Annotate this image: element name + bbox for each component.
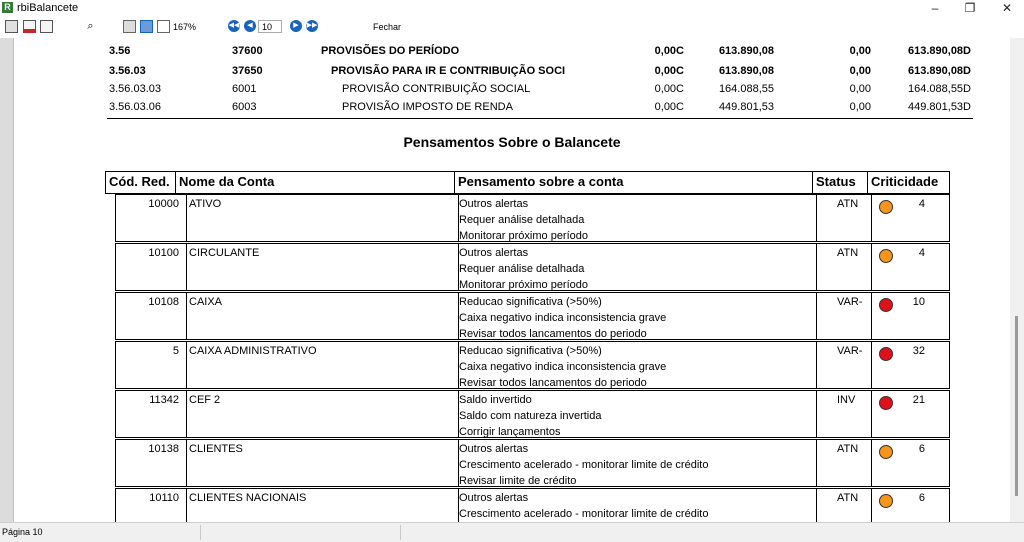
criticality-indicator-icon: [879, 200, 893, 214]
thought-line: Outros alertas: [459, 247, 529, 259]
toolbar: [0, 16, 1024, 38]
section-title: Pensamentos Sobre o Balancete: [403, 134, 621, 150]
account-code: 3.56.03.06: [109, 101, 161, 113]
reduced-code-cell: 11342: [149, 394, 179, 406]
credit-value: 0,00: [849, 83, 871, 95]
account-name: PROVISÃO PARA IR E CONTRIBUIÇÃO SOCI: [331, 65, 566, 77]
thought-line: Saldo com natureza invertida: [459, 410, 602, 422]
reduced-code-cell: 10000: [148, 198, 179, 210]
reduced-code-cell: 10138: [148, 443, 179, 455]
column-divider: [871, 293, 872, 339]
status-cell: ATN: [837, 198, 859, 210]
account-code: 3.56: [109, 45, 131, 57]
report-viewer: [0, 38, 1024, 522]
table-row: [115, 488, 950, 522]
restore-button[interactable]: ❐: [964, 1, 976, 15]
account-name-cell: CLIENTES NACIONAIS: [189, 492, 307, 504]
previous-balance: 0,00C: [654, 45, 684, 57]
column-divider: [186, 391, 187, 437]
column-divider: [816, 391, 817, 437]
account-name-cell: ATIVO: [189, 198, 222, 210]
zoom-level[interactable]: 167%: [173, 22, 197, 32]
column-divider: [186, 195, 187, 241]
criticality-indicator-icon: [879, 445, 893, 459]
debit-value: 613.890,08: [718, 65, 774, 77]
thought-line: Caixa negativo indica inconsistencia grave: [459, 361, 667, 373]
account-name-cell: CLIENTES: [189, 443, 243, 455]
status-cell: INV: [837, 394, 856, 406]
thought-line: Monitorar próximo período: [459, 230, 589, 242]
account-name: PROVISÃO CONTRIBUIÇÃO SOCIAL: [342, 83, 531, 95]
header-account-name: Nome da Conta: [176, 172, 455, 193]
criticality-cell: 6: [918, 492, 925, 504]
column-divider: [186, 293, 187, 339]
status-bar: [0, 522, 1024, 542]
criticality-indicator-icon: [879, 298, 893, 312]
column-divider: [871, 440, 872, 486]
column-divider: [816, 342, 817, 388]
debit-value: 164.088,55: [718, 83, 774, 95]
balance-row: [14, 98, 1010, 116]
reduced-code-cell: 10110: [149, 492, 179, 504]
title-bar: [0, 0, 1024, 16]
thought-line: Corrigir lançamentos: [459, 426, 561, 438]
header-status: Status: [813, 172, 868, 193]
minimize-button[interactable]: –: [931, 1, 939, 15]
header-criticality: Criticidade: [871, 174, 939, 189]
report-page: [14, 38, 1010, 522]
status-cell: ATN: [837, 247, 859, 259]
thought-line: Outros alertas: [459, 492, 529, 504]
reduced-code: 6001: [232, 83, 257, 95]
balance-row: [14, 62, 1010, 80]
thought-line: Caixa negativo indica inconsistencia grave: [459, 312, 667, 324]
thought-line: Outros alertas: [459, 198, 529, 210]
status-cell: ATN: [837, 492, 859, 504]
criticality-indicator-icon: [879, 494, 893, 508]
table-row: [115, 194, 950, 242]
status-cell: VAR-: [837, 345, 863, 357]
current-balance: 613.890,08D: [908, 65, 971, 77]
column-divider: [816, 195, 817, 241]
previous-balance: 0,00C: [654, 65, 684, 77]
single-page-icon[interactable]: [123, 20, 136, 33]
balance-row: [14, 42, 1010, 60]
thought-line: Crescimento acelerado - monitorar limite de crédito: [459, 508, 709, 520]
column-divider: [871, 195, 872, 241]
criticality-cell: 4: [918, 247, 925, 259]
credit-value: 0,00: [849, 101, 871, 113]
export-icon[interactable]: [40, 20, 53, 33]
scrollbar-thumb[interactable]: [1015, 316, 1018, 496]
account-code: 3.56.03.03: [109, 83, 161, 95]
first-page-icon[interactable]: ◀◀: [228, 20, 240, 32]
close-report-button[interactable]: Fechar: [373, 22, 402, 32]
left-margin: [0, 38, 14, 522]
criticality-cell: 32: [912, 345, 925, 357]
column-divider: [816, 244, 817, 290]
criticality-cell: 4: [918, 198, 925, 210]
status-cell: VAR-: [837, 296, 863, 308]
previous-balance: 0,00C: [654, 83, 684, 95]
table-row: [115, 292, 950, 340]
current-balance: 449.801,53D: [908, 101, 971, 113]
balance-row: [14, 80, 1010, 98]
thought-line: Requer análise detalhada: [459, 263, 585, 275]
header-thought: Pensamento sobre a conta: [455, 172, 813, 193]
debit-value: 613.890,08: [718, 45, 774, 57]
fit-width-icon[interactable]: [140, 20, 153, 33]
account-name-cell: CEF 2: [189, 394, 221, 406]
column-divider: [816, 489, 817, 522]
account-name: PROVISÃO IMPOSTO DE RENDA: [342, 101, 513, 113]
credit-value: 0,00: [849, 65, 871, 77]
column-divider: [871, 342, 872, 388]
account-code: 3.56.03: [109, 65, 146, 77]
status-divider: [200, 525, 201, 540]
column-divider: [186, 244, 187, 290]
criticality-cell: 21: [912, 394, 925, 406]
reduced-code-cell: 5: [172, 345, 179, 357]
close-button[interactable]: ✕: [1001, 1, 1013, 15]
status-cell: ATN: [837, 443, 859, 455]
window-title: rbiBalancete: [17, 2, 79, 14]
thought-line: Monitorar próximo período: [459, 279, 589, 291]
column-divider: [871, 244, 872, 290]
next-page-icon[interactable]: ▶: [290, 20, 302, 32]
prev-page-icon[interactable]: ◀: [244, 20, 256, 32]
thought-line: Revisar limite de crédito: [459, 475, 577, 487]
thought-line: Revisar todos lancamentos do periodo: [459, 377, 647, 389]
print-icon[interactable]: [5, 20, 18, 33]
current-balance: 164.088,55D: [908, 83, 971, 95]
criticality-cell: 10: [912, 296, 925, 308]
column-divider: [816, 293, 817, 339]
column-divider: [816, 440, 817, 486]
reduced-code-cell: 10100: [148, 247, 179, 259]
criticality-indicator-icon: [879, 249, 893, 263]
column-divider: [186, 342, 187, 388]
last-page-icon[interactable]: ▶▶: [306, 20, 318, 32]
reduced-code: 37600: [232, 45, 263, 57]
reduced-code: 37650: [232, 65, 263, 77]
page-number-input[interactable]: 10: [258, 20, 282, 33]
account-name: PROVISÕES DO PERÍODO: [321, 45, 460, 57]
current-balance: 613.890,08D: [908, 45, 971, 57]
thought-line: Requer análise detalhada: [459, 214, 585, 226]
thought-line: Revisar todos lancamentos do periodo: [459, 328, 647, 340]
page-indicator: Página 10: [2, 527, 43, 537]
vertical-scrollbar[interactable]: [1010, 38, 1024, 522]
column-divider: [186, 440, 187, 486]
section-divider: [107, 118, 973, 119]
export-pdf-icon[interactable]: [23, 20, 36, 33]
credit-value: 0,00: [849, 45, 871, 57]
account-name-cell: CIRCULANTE: [189, 247, 260, 259]
thought-line: Saldo invertido: [459, 394, 532, 406]
table-row: [115, 341, 950, 389]
column-divider: [186, 489, 187, 522]
column-divider: [871, 391, 872, 437]
reduced-code: 6003: [232, 101, 257, 113]
thought-line: Reducao significativa (>50%): [459, 345, 602, 357]
criticality-indicator-icon: [879, 347, 893, 361]
header-code: Cód. Red.: [106, 172, 176, 193]
criticality-cell: 6: [918, 443, 925, 455]
reduced-code-cell: 10108: [148, 296, 179, 308]
thought-line: Crescimento acelerado - monitorar limite de crédito: [459, 459, 709, 471]
table-header: [105, 171, 950, 194]
status-divider: [400, 525, 401, 540]
table-row: [115, 439, 950, 487]
criticality-indicator-icon: [879, 396, 893, 410]
thought-line: Reducao significativa (>50%): [459, 296, 602, 308]
app-icon: R: [2, 2, 13, 13]
table-row: [115, 390, 950, 438]
debit-value: 449.801,53: [718, 101, 774, 113]
previous-balance: 0,00C: [654, 101, 684, 113]
table-row: [115, 243, 950, 291]
full-page-icon[interactable]: [157, 20, 170, 33]
thought-line: Outros alertas: [459, 443, 529, 455]
binoculars-icon[interactable]: ⌕: [87, 20, 94, 32]
column-divider: [871, 489, 872, 522]
account-name-cell: CAIXA: [189, 296, 223, 308]
account-name-cell: CAIXA ADMINISTRATIVO: [189, 345, 317, 357]
